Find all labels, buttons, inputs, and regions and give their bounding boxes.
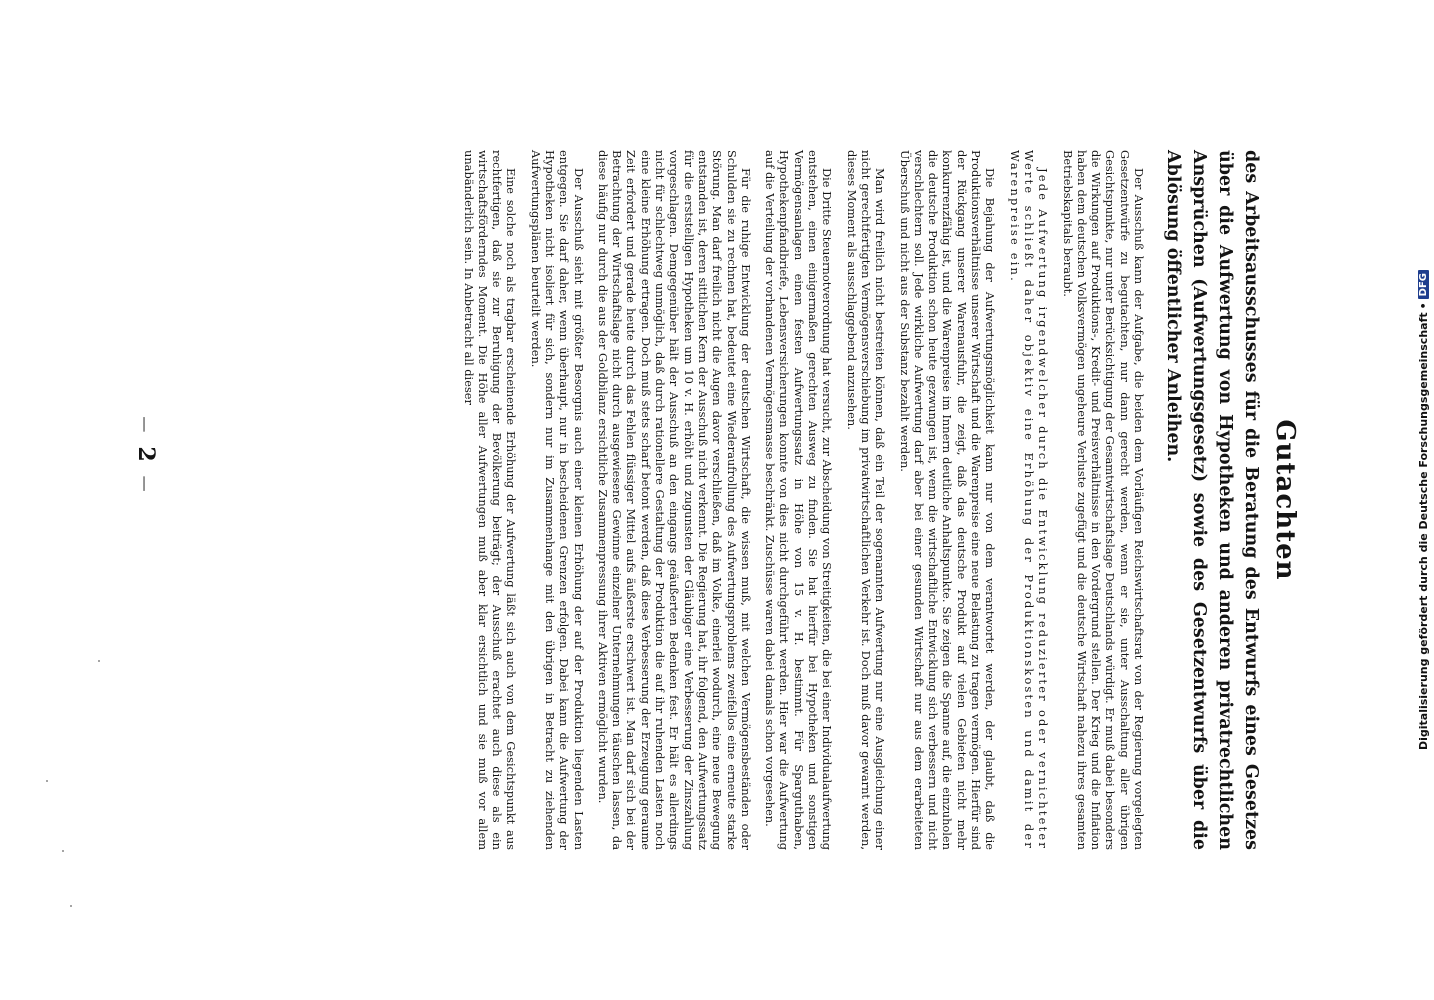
document-title: Gutachten [1270,419,1300,581]
credit-text: Digitalisierung gefördert durch die Deutsche Forschungsgemeinschaft [1416,312,1430,751]
document-body [160,150,1300,850]
page-number: 2 [133,446,159,462]
paragraph: Der Ausschuß sieht mit größter Besorgnis auch einer kleinen Erhöhung der auf der Produktion liegenden Lasten entgegen. Sie darf daher, wenn überhaupt, nur in bescheidenen Grenzen erfolgen. Dabei kann die Aufwertung der Hypotheken nicht isoliert für sich, sondern nur im Zusammenhange mit den übrigen in Betracht zu ziehenden Aufwertungsplänen beurteilt werden. [528,150,586,850]
paragraph: Der Ausschuß kann der Aufgabe, die beiden dem Vorläufigen Reichswirtschaftsrat von der Regierung vorgelegten Gesetzentwürfe zu begutachten, nur dann gerecht werden, wenn er sie, unter Ausschaltung aller übrigen Gesichtspunkte, nur unter Berücksichtigung der Gesamtwirtschaftslage Deutschlands würdigt. Er muß dabei besonders die Wirkungen auf Produktions-, Kredit- und Preisverhältnisse in den Vordergrund stellen. Der Krieg und die Inflation haben dem deutschen Volksvermögen ungeheure Verluste zugefügt und die deutsche Wirtschaft nahezu ihres gesamten Betriebskapitals beraubt. [1060,150,1146,850]
paragraph: Man wird freilich nicht bestreiten können, daß ein Teil der sogenannten Aufwertung nur eine Ausgleichung einer nicht gerechtfertigten Vermögensverschiebung im privatwirtschaftlichen Verkehr ist. Doch muß davor gewarnt werden, dieses Moment als ausschlaggebend anzusehen. [844,150,888,850]
dfg-logo: DFG [1418,270,1429,299]
paragraph: Für die ruhige Entwicklung der deutschen Wirtschaft, die wissen muß, mit welchen Vermögensbeständen oder Schulden sie zu rechnen hat, bedeutet eine Wiederaufrollung des Aufwertungsproblems zweifellos eine erneute starke Störung. Man darf freilich nicht die Augen davor verschließen, daß im Volke, einerlei wodurch, eine neue Bewegung entstanden ist, deren sittlichen Kern der Ausschuß nicht verkennt. Die Regierung hat, ihr folgend, den Aufwertungssatz für die erststelligen Hypotheken um 10 v. H. erhöht und zugunsten der Gläubiger eine Verbesserung der Zinszahlung vorgeschlagen. Demgegenüber hält der Ausschuß an den eingangs geäußerten Bedenken fest. Er hält es allerdings nicht für schlechtweg unmöglich, daß durch rationellere Gestaltung der Produktion die auf ihr ruhenden Lasten noch eine kleine Erhöhung ertragen. Doch muß stets scharf betont werden, daß diese Verbesserung der Erzeugung geraume Zeit erfordert und gerade heute durch das Fehlen flüssiger Mittel aufs äußerste erschwert ist. Man darf sich bei der Betrachtung der Wirtschaftslage nicht durch ausgewiesene Gewinne einzelner Unternehmungen täuschen lassen, da diese häufig nur durch die aus der Goldbilanz ersichtliche Zusammenpressung ihrer Aktiven ermöglicht wurden. [595,150,753,850]
document-subtitle: des Arbeitsausschusses für die Beratung des Entwurfs eines Gesetzes über die Aufwertung von Hypotheken und anderen privatrechtlichen Ansprüchen (Aufwertungsgesetz) sowie des Gesetzentwurfs über die Ablösung öffentlicher Anleihen. [1163,150,1261,850]
paragraph: Eine solche noch als tragbar erscheinende Erhöhung der Aufwertung läßt sich auch von dem Gesichtspunkt aus rechtfertigen, daß sie zur Beruhigung der Bevölkerung beiträgt; der Ausschuß erachtet auch diese als ein wirtschaftsförderndes Moment. Die Höhe aller Aufwertungen muß aber klar ersichtlich und sie muß vor allem unabänderlich sein. In Anbetracht all dieser [461,150,519,850]
paragraph: Jede Aufwertung irgendwelcher durch die Entwicklung reduzierter oder vernichteter Werte schließt daher objektiv eine Erhöhung der Produktionskosten und damit der Warenpreise ein. [1007,150,1051,850]
digitization-credit [1413,0,1433,1000]
paragraph: Die Bejahung der Aufwertungsmöglichkeit kann nur von dem verantwortet werden, der glaubt, daß die Produktionsverhältnisse unserer Wirtschaft und die Warenpreise eine neue Belastung zu tragen vermögen. Hierfür sind der Rückgang unserer Warenausfuhr, die zeigt, daß das deutsche Produkt auf vielen Gebieten nicht mehr konkurrenzfähig ist, und die Warenpreise im Innern deutliche Anhaltspunkte. Sie zeigen die Spanne auf, die einzuholen die deutsche Produktion schon heute gezwungen ist, wenn die wirtschaftliche Entwicklung sich verbessern und nicht verschlechtern soll. Jede wirkliche Aufwertung darf aber bei einer gesunden Wirtschaft nur aus dem erarbeiteten Überschuß und nicht aus der Substanz bezahlt werden. [897,150,998,850]
page-number-line [130,394,162,514]
dash-right: — [136,475,156,492]
credit-separator: • [1416,302,1430,310]
paragraph: Die Dritte Steuernotverordnung hat versucht, zur Abscheidung von Streitigkeiten, die bei einer Individualaufwertung entstehen, einen einigermaßen gerechten Ausweg zu finden. Sie hat hierfür bei Hypotheken und sonstigen Vermögensanlagen einen festen Aufwertungssatz in Höhe von 15 v. H. bestimmt. Für Sparguthaben, Hypothekenpfandbriefe, Lebensversicherungen konnte von dies nicht durchgeführt werden. Hier war die Aufwertung auf die Verteilung der vorhandenen Vermögensmasse beschränkt. Zuschüsse waren dabei damals schon vorgesehen. [763,150,835,850]
dash-left: — [136,416,156,433]
